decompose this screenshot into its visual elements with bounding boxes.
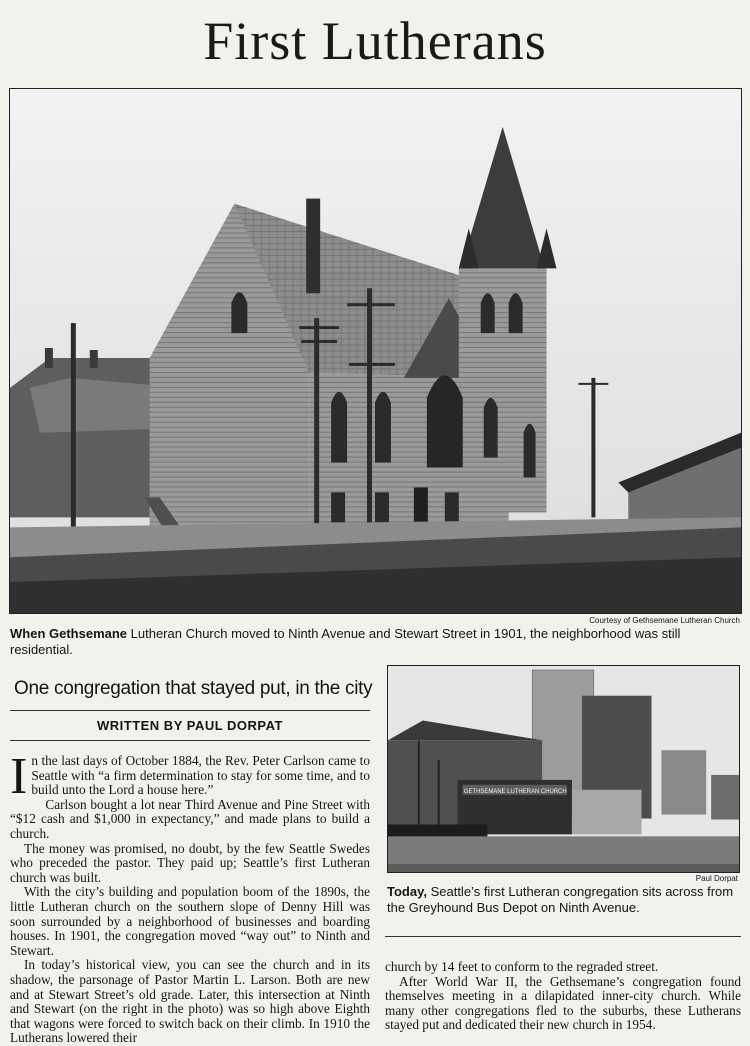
paragraph: In the last days of October 1884, the Rev. Peter Carlson came to Seattle with “a firm determination to stay for some time, and to build unto the Lord a house here.” [10,748,370,805]
caption-text: Seattle’s first Lutheran congregation sits across from the Greyhound Bus Depot on Ninth Avenue. [387,884,734,915]
photo-caption [387,884,740,916]
paragraph: With the city’s building and population boom of the 1890s, the little Lutheran church on the southern slope of Denny Hill was soon surrounded by a neighborhood of businesses and boarding houses. In 1901, the congregation moved “way out” to Ninth and Stewart. [10,884,370,958]
caption-text: Lutheran Church moved to Ninth Avenue and Stewart Street in 1901, the neighborhood was still residential. [10,626,681,657]
divider [385,936,741,937]
photo-credit: Courtesy of Gethsemane Lutheran Church [589,616,740,625]
paragraph: The money was promised, no doubt, by the few Seattle Swedes who preceded the pastor. They paid up; Seattle’s first Lutheran church was built. [10,840,370,885]
photo-credit: Paul Dorpat [695,874,738,883]
drop-cap: I [10,748,28,805]
paragraph: church by 14 feet to conform to the regraded street. [385,959,659,974]
article-headline: One congregation that stayed put, in the city [14,678,373,699]
paragraph: After World War II, the Gethsemane’s congregation found themselves meeting in a dilapidated inner-city church. While many other congregations fled to the suburbs, these Lutherans stayed put and dedicated their new church in 1954. [385,973,741,1033]
historical-church-photo [9,88,742,614]
caption-lead: When Gethsemane [10,626,128,641]
article-body-left [10,748,370,1046]
divider [10,710,370,711]
church-today-illustration [388,666,739,872]
byline: WRITTEN BY PAUL DORPAT [96,718,284,733]
paragraph: Carlson bought a lot near Third Avenue and Pine Street with “$12 cash and $1,000 in expectancy,” and made plans to build a church. [10,796,370,841]
photo-caption [10,626,738,658]
church-sign: GETHSEMANE LUTHERAN CHURCH [463,788,567,795]
modern-church-photo [387,665,740,873]
paragraph: In today’s historical view, you can see the church and in its shadow, the parsonage of Pastor Martin L. Larson. Both are new and at Stewart Street’s old grade. Later, this intersection at Ninth and Stewart (on the right in the photo) was so high above Eighth that wagons were forced to switch back on their climb. In 1910 the Lutherans lowered their [10,957,370,1046]
church-1901-illustration [10,89,741,613]
page-title: First Lutherans [203,11,547,71]
caption-lead: Today, [387,884,427,899]
article-body-right [385,960,741,1033]
divider [10,740,370,741]
